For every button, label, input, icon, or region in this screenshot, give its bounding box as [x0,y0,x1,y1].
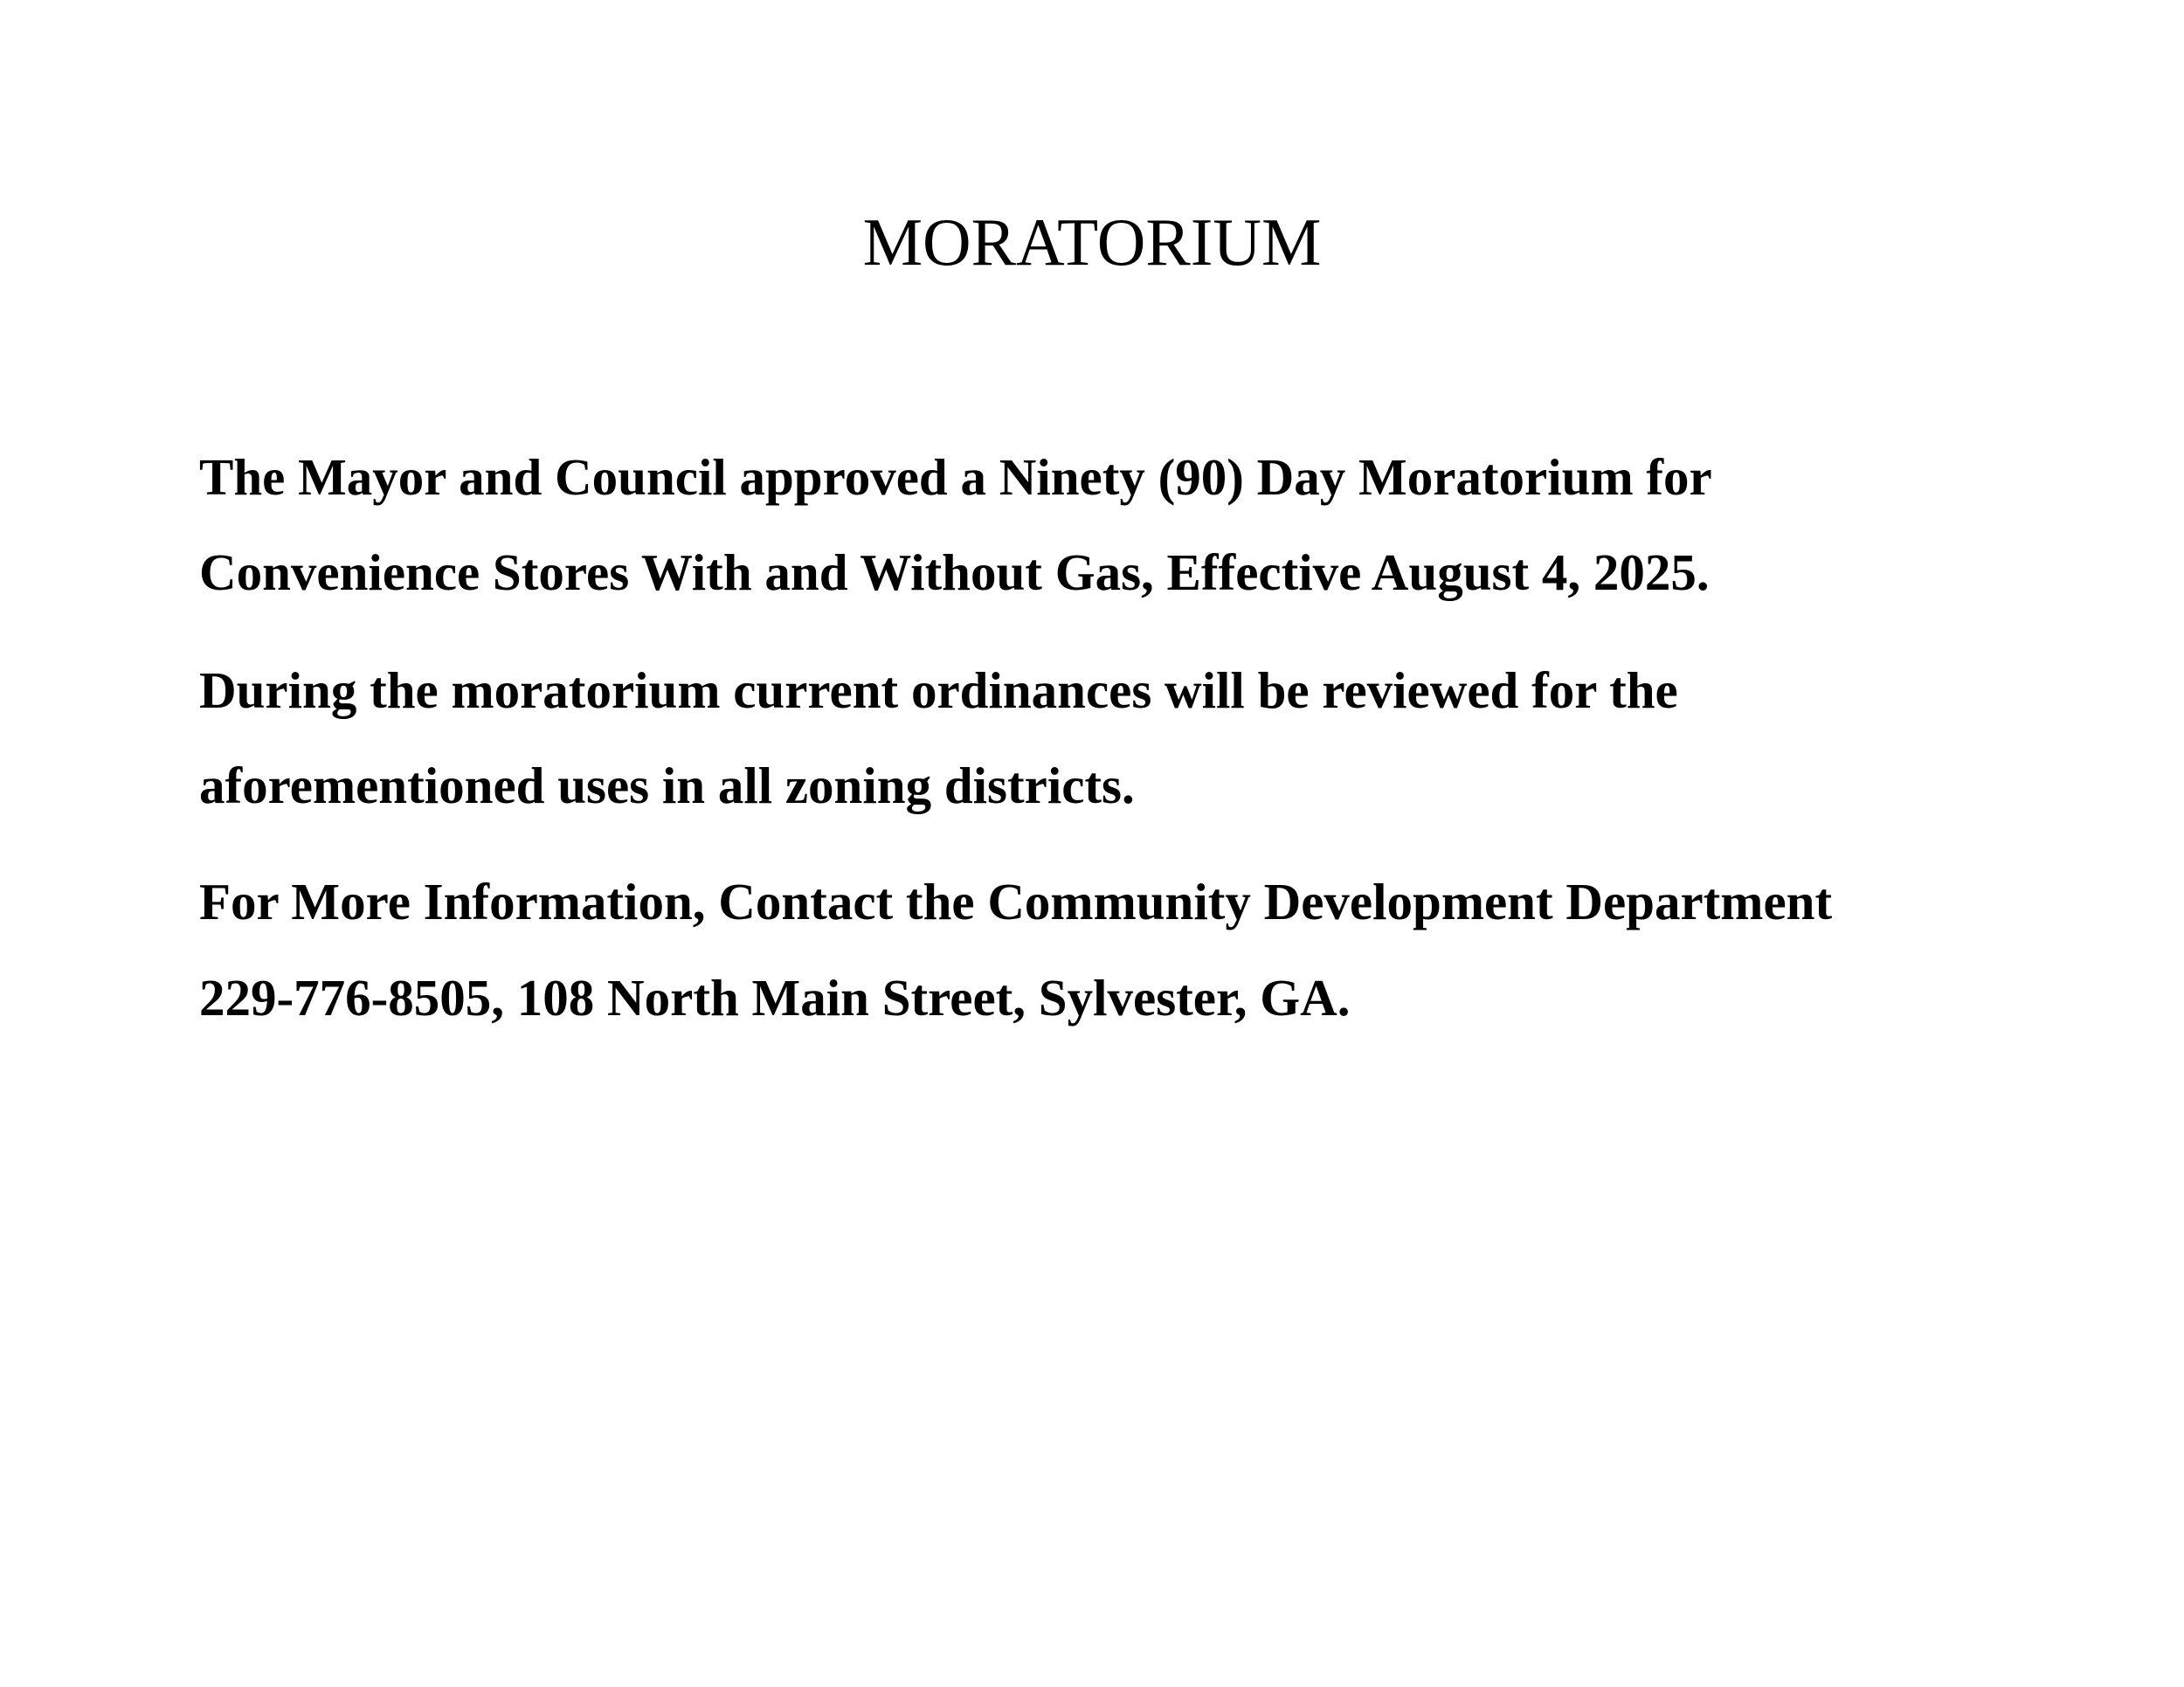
paragraph-line: For More Information, Contact the Community Development Department [199,873,1833,930]
paragraph-line: During the moratorium current ordinances will be reviewed for the [199,661,1678,719]
page-title: MORATORIUM [862,204,1322,280]
paragraph-line: aforementioned uses in all zoning districts. [199,757,1135,814]
paragraph-line: The Mayor and Council approved a Ninety (90) Day Moratorium for [199,448,1712,506]
contact-details: 229-776-8505, 108 North Main Street, Sylvester, GA. [199,969,1351,1027]
paragraph-line: Convenience Stores With and Without Gas, Effective August 4, 2025. [199,543,1710,601]
